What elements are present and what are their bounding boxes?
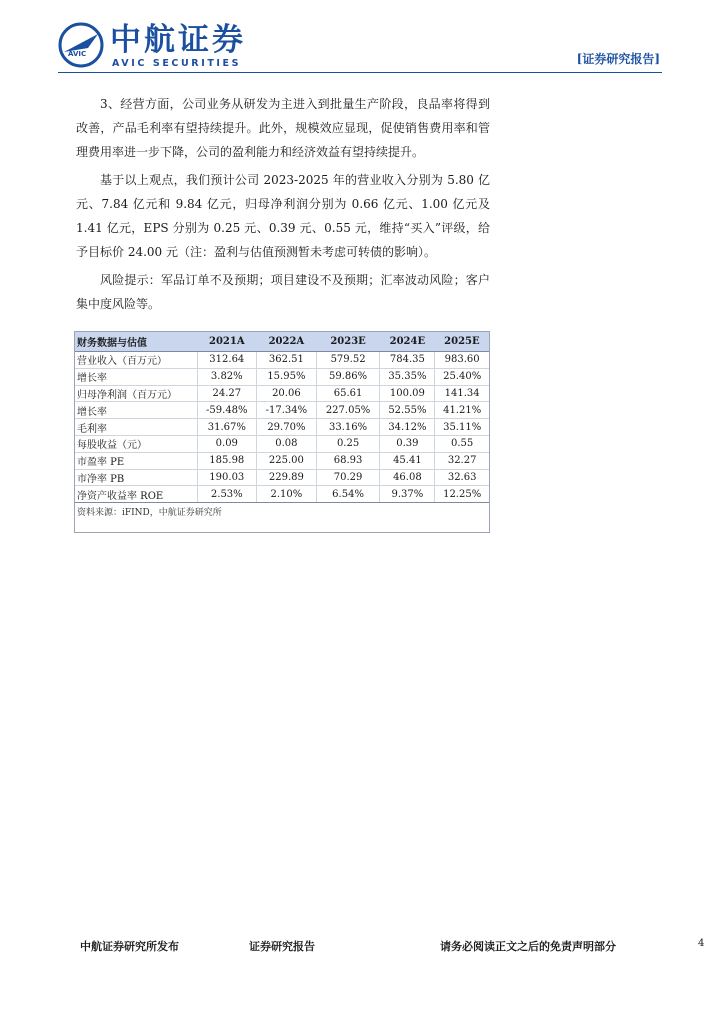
header-cell: 财务数据与估值 [75,332,197,352]
logo-english-name: AVIC SECURITIES [112,58,242,69]
table-cell: 2.10% [257,486,317,503]
table-cell: 362.51 [257,352,317,369]
table-cell: 46.08 [380,469,435,486]
table-cell: 0.55 [435,435,489,452]
table-row [75,368,489,385]
table-cell: 6.54% [316,486,380,503]
table-cell: 34.12% [380,419,435,436]
row-label: 归母净利润（百万元） [75,385,197,402]
header-cell: 2022A [257,332,317,352]
table-cell: 35.11% [435,419,489,436]
footer-report-type: 证券研究报告 [249,940,315,953]
table-cell: 25.40% [435,368,489,385]
row-label: 毛利率 [75,419,197,436]
table-row [75,419,489,436]
table-cell: 32.63 [435,469,489,486]
page-number: 4 [698,938,705,949]
table-cell: 59.86% [316,368,380,385]
table-cell: 0.39 [380,435,435,452]
table-source-note: 资料来源：iFIND，中航证券研究所 [77,508,222,519]
table-cell: 579.52 [316,352,380,369]
table-cell: 100.09 [380,385,435,402]
table-cell: 9.37% [380,486,435,503]
table-cell: 12.25% [435,486,489,503]
table-row [75,402,489,419]
table-cell: 227.05% [316,402,380,419]
table-cell: 0.25 [316,435,380,452]
report-body [76,92,490,320]
table-cell: 52.55% [380,402,435,419]
row-label: 市盈率 PE [75,452,197,469]
paragraph-operations: 3、经营方面，公司业务从研发为主进入到批量生产阶段，良品率将得到改善，产品毛利率有望持续提升。此外，规模效应显现，促使销售费用率和管理费用率进一步下降，公司的盈利能力和经济效益有望持续提升。 [76,97,490,159]
table-cell: -59.48% [197,402,257,419]
table-header-row [75,332,489,352]
row-label: 营业收入（百万元） [75,352,197,369]
svg-text:AVIC: AVIC [68,50,87,58]
financial-table-panel [74,331,490,533]
row-label: 增长率 [75,368,197,385]
header-cell: 2025E [435,332,489,352]
table-row [75,385,489,402]
table-row [75,486,489,503]
table-cell: 31.67% [197,419,257,436]
table-cell: 24.27 [197,385,257,402]
row-label: 市净率 PB [75,469,197,486]
table-cell: 29.70% [257,419,317,436]
table-cell: 68.93 [316,452,380,469]
table-row [75,435,489,452]
table-cell: 983.60 [435,352,489,369]
paragraph-forecast: 基于以上观点，我们预计公司 2023-2025 年的营业收入分别为 5.80 亿元、7.84 亿元和 9.84 亿元，归母净利润分别为 0.66 亿元、1.00 亿元及 1.41 亿元，EPS 分别为 0.25 元、0.39 元、0.55 元，维持“买入”评级，给予目标价 24.00 元（注：盈利与估值预测暂未考虑可转债的影响）。 [76,173,490,259]
table-cell: 70.29 [316,469,380,486]
page-header [0,0,724,80]
table-cell: 41.21% [435,402,489,419]
table-cell: 312.64 [197,352,257,369]
table-cell: 225.00 [257,452,317,469]
table-row [75,452,489,469]
logo-chinese-name: 中航证券 [110,22,246,58]
financial-forecast-table [75,332,489,503]
table-cell: 141.34 [435,385,489,402]
table-cell: 45.41 [380,452,435,469]
table-cell: 20.06 [257,385,317,402]
avic-securities-logo [58,22,253,72]
header-divider [58,72,662,73]
table-cell: 784.35 [380,352,435,369]
table-cell: 190.03 [197,469,257,486]
footer-publisher: 中航证券研究所发布 [80,940,179,953]
report-type-tag: [证券研究报告] [576,52,660,66]
row-label: 增长率 [75,402,197,419]
table-row [75,469,489,486]
table-cell: 2.53% [197,486,257,503]
table-cell: 65.61 [316,385,380,402]
row-label: 净资产收益率 ROE [75,486,197,503]
header-cell: 2024E [380,332,435,352]
table-cell: 33.16% [316,419,380,436]
avic-logo-icon [58,22,104,68]
table-row [75,352,489,369]
table-cell: 0.09 [197,435,257,452]
page-footer [80,938,705,958]
header-cell: 2023E [316,332,380,352]
header-cell: 2021A [197,332,257,352]
table-cell: 229.89 [257,469,317,486]
paragraph-risk: 风险提示：军品订单不及预期；项目建设不及预期；汇率波动风险；客户集中度风险等。 [76,273,490,311]
table-cell: -17.34% [257,402,317,419]
table-cell: 3.82% [197,368,257,385]
table-cell: 0.08 [257,435,317,452]
footer-disclaimer: 请务必阅读正文之后的免责声明部分 [440,940,616,953]
table-cell: 35.35% [380,368,435,385]
table-cell: 32.27 [435,452,489,469]
row-label: 每股收益（元） [75,435,197,452]
table-cell: 185.98 [197,452,257,469]
table-cell: 15.95% [257,368,317,385]
